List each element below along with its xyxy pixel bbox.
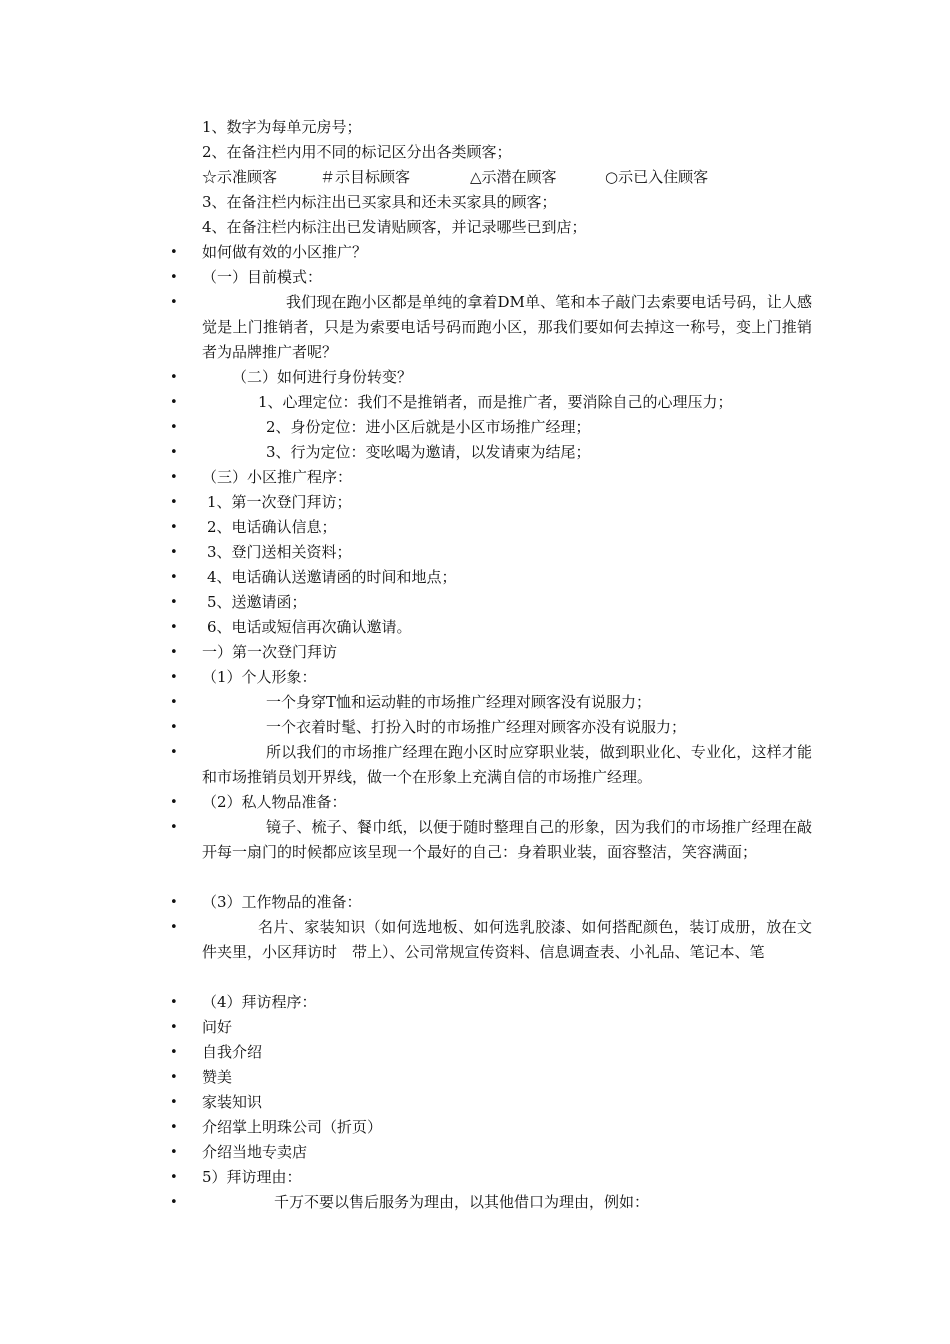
bullet-icon: • <box>170 795 178 810</box>
bullet-icon: • <box>170 920 178 935</box>
step-3: 3、登门送相关资料； <box>207 543 352 561</box>
bullet-icon: • <box>170 445 178 460</box>
intro-line-1: 1、数字为每单元房号； <box>202 118 362 136</box>
bullet-icon: • <box>170 495 178 510</box>
bullet-icon: • <box>170 1120 178 1135</box>
bullet-icon: • <box>170 270 178 285</box>
subsection-work-items: （3）工作物品的准备： <box>202 893 362 911</box>
subsection-personal-image: （1）个人形象： <box>202 668 317 686</box>
step-6: 6、电话或短信再次确认邀请。 <box>207 618 412 636</box>
bullet-icon: • <box>170 470 178 485</box>
item-identity-positioning: 2、身份定位：进小区后就是小区市场推广经理； <box>266 418 591 436</box>
bullet-icon: • <box>170 720 178 735</box>
section-first-visit: 一）第一次登门拜访 <box>202 643 338 661</box>
bullet-icon: • <box>170 570 178 585</box>
bullet-icon: • <box>170 295 178 310</box>
item-fashionable: 一个衣着时髦、打扮入时的市场推广经理对顾客亦没有说服力； <box>266 718 687 736</box>
procedure-company-intro: 介绍掌上明珠公司（折页） <box>202 1118 383 1136</box>
item-visit-reason-note: 千万不要以售后服务为理由，以其他借口为理由，例如： <box>274 1193 650 1211</box>
section-current-mode: （一）目前模式： <box>202 268 323 286</box>
procedure-self-intro: 自我介绍 <box>202 1043 263 1061</box>
bullet-icon: • <box>170 1020 178 1035</box>
bullet-icon: • <box>170 520 178 535</box>
section-promotion-procedure: （三）小区推广程序： <box>202 468 353 486</box>
intro-line-4: 4、在备注栏内标注出已发请贴顾客，并记录哪些已到店； <box>202 218 587 236</box>
bullet-icon: • <box>170 595 178 610</box>
intro-line-3: 3、在备注栏内标注出已买家具和还未买家具的顾客； <box>202 193 557 211</box>
bullet-icon: • <box>170 1045 178 1060</box>
section-identity-shift: （二）如何进行身份转变？ <box>232 368 413 386</box>
bullet-icon: • <box>170 695 178 710</box>
bullet-icon: • <box>170 1145 178 1160</box>
legend-prospect: ☆示准顾客 <box>202 168 278 186</box>
intro-line-2: 2、在备注栏内用不同的标记区分出各类顾客； <box>202 143 512 161</box>
bullet-icon: • <box>170 645 178 660</box>
heading-effective-promotion: 如何做有效的小区推广？ <box>202 243 368 261</box>
bullet-icon: • <box>170 1070 178 1085</box>
subsection-personal-items: （2）私人物品准备： <box>202 793 347 811</box>
bullet-icon: • <box>170 895 178 910</box>
procedure-praise: 赞美 <box>202 1068 233 1086</box>
procedure-decor-knowledge: 家装知识 <box>202 1093 263 1111</box>
bullet-icon: • <box>170 820 178 835</box>
bullet-icon: • <box>170 620 178 635</box>
bullet-icon: • <box>170 745 178 760</box>
marker-legend <box>202 165 708 190</box>
legend-potential: △示潜在顾客 <box>470 168 557 186</box>
procedure-store-intro: 介绍当地专卖店 <box>202 1143 308 1161</box>
bullet-icon: • <box>170 995 178 1010</box>
bullet-icon: • <box>170 395 178 410</box>
paragraph-current-mode: 我们现在跑小区都是单纯的拿着DM单、笔和本子敲门去索要电话号码，让人感觉是上门推销者，只是为索要电话号码而跑小区，那我们要如何去掉这一称号，变上门推销者为品牌推广者呢？ <box>202 293 812 361</box>
step-4: 4、电话确认送邀请函的时间和地点； <box>207 568 457 586</box>
bullet-icon: • <box>170 420 178 435</box>
step-1: 1、第一次登门拜访； <box>207 493 352 511</box>
procedure-greet: 问好 <box>202 1018 233 1036</box>
bullet-icon: • <box>170 370 178 385</box>
paragraph-professional-attire: 所以我们的市场推广经理在跑小区时应穿职业装，做到职业化、专业化，这样才能和市场推销员划开界线，做一个在形象上充满自信的市场推广经理。 <box>202 743 812 786</box>
subsection-visit-procedure: （4）拜访程序： <box>202 993 317 1011</box>
item-mental-positioning: 1、心理定位：我们不是推销者，而是推广者，要消除自己的心理压力； <box>258 393 733 411</box>
bullet-icon: • <box>170 670 178 685</box>
legend-target: ＃示目标顾客 <box>320 168 411 186</box>
step-5: 5、送邀请函； <box>207 593 307 611</box>
paragraph-personal-items: 镜子、梳子、餐巾纸，以便于随时整理自己的形象，因为我们的市场推广经理在敲开每一扇门的时候都应该呈现一个最好的自己：身着职业装，面容整洁，笑容满面； <box>202 818 812 861</box>
item-behavior-positioning: 3、行为定位：变吆喝为邀请，以发请柬为结尾； <box>266 443 591 461</box>
paragraph-work-items: 名片、家装知识（如何选地板、如何选乳胶漆、如何搭配颜色，装订成册，放在文件夹里，小区拜访时 带上）、公司常规宣传资料、信息调查表、小礼品、笔记本、笔 <box>202 918 812 961</box>
bullet-icon: • <box>170 1095 178 1110</box>
bullet-icon: • <box>170 245 178 260</box>
bullet-icon: • <box>170 1170 178 1185</box>
bullet-icon: • <box>170 1195 178 1210</box>
bullet-icon: • <box>170 545 178 560</box>
item-tshirt: 一个身穿T恤和运动鞋的市场推广经理对顾客没有说服力； <box>266 693 652 711</box>
subsection-visit-reason: 5）拜访理由： <box>202 1168 302 1186</box>
step-2: 2、电话确认信息； <box>207 518 337 536</box>
legend-moved-in: ○示已入住顾客 <box>605 168 709 186</box>
